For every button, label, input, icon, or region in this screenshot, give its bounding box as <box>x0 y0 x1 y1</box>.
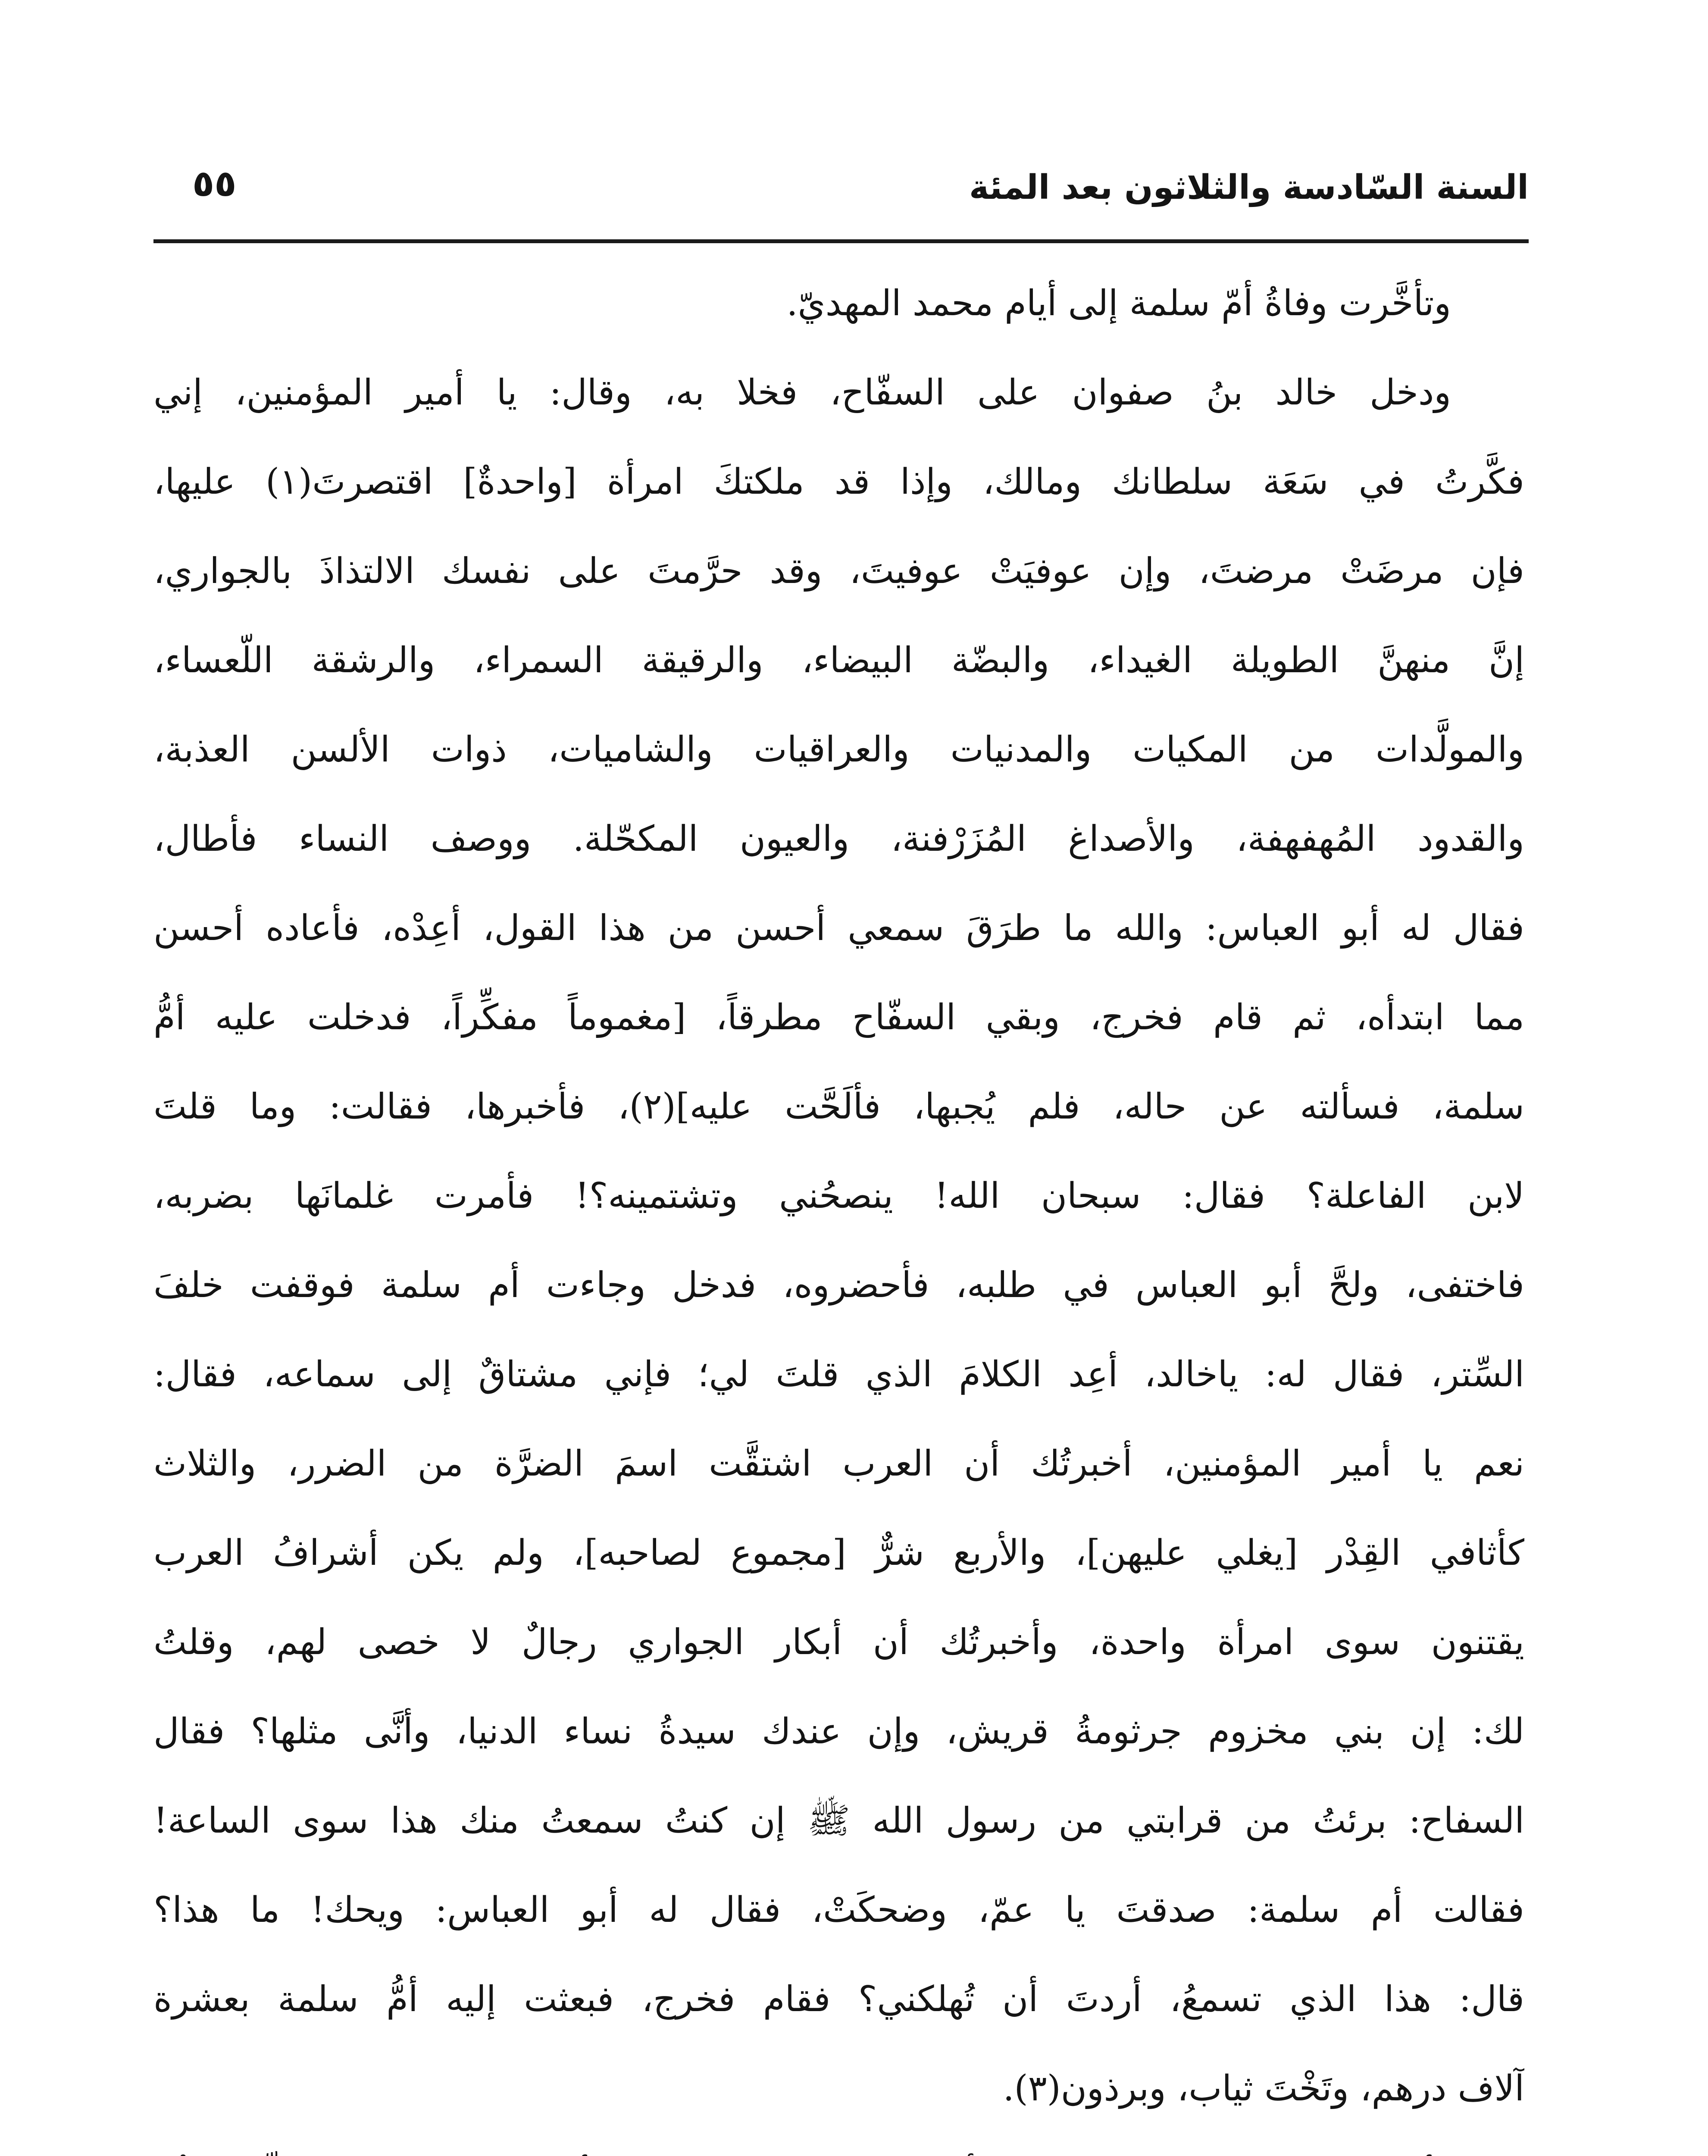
paragraph-line: والقدود المُهفهفة، والأصداغ المُزَرْفنة، والعيون المكحّلة. ووصف النساء فأطال، <box>153 818 1524 859</box>
paragraph-line: قال: هذا الذي تسمعُ، أردتَ أن تُهلكني؟ فقام فخرج، فبعثت إليه أمُّ سلمة بعشرة <box>153 1979 1524 2020</box>
paragraph-line: وتأخَّرت وفاةُ أمّ سلمة إلى أيام محمد المهديّ. <box>786 283 1451 324</box>
running-title: السنة السّادسة والثلاثون بعد المئة <box>969 168 1529 207</box>
paragraph-line: السِّتر، فقال له: ياخالد، أعِد الكلامَ الذي قلتَ لي؛ فإني مشتاقٌ إلى سماعه، فقال: <box>153 1354 1524 1395</box>
paragraph-line: فإن مرضَتْ مرضتَ، وإن عوفيَتْ عوفيتَ، وقد حرَّمتَ على نفسك الالتذاذَ بالجواري، <box>153 551 1524 592</box>
paragraph-line: والمولَّدات من المكيات والمدنيات والعراقيات والشاميات، ذوات الألسن العذبة، <box>153 729 1524 770</box>
paragraph-line <box>153 2133 1524 2156</box>
paragraph-line: فقالت أم سلمة: صدقتَ يا عمّ، وضحكَتْ، فقال له أبو العباس: ويحك! ما هذا؟ <box>153 1890 1524 1930</box>
paragraph-line: ودخل خالد بنُ صفوان على السفّاح، فخلا به، وقال: يا أمير المؤمنين، إني <box>153 372 1451 413</box>
paragraph-line: إنَّ منهنَّ الطويلة الغيداء، والبضّة البيضاء، والرقيقة السمراء، والرشقة اللّعساء، <box>153 640 1524 681</box>
paragraph-line: آلاف درهم، وتَخْتَ ثياب، وبرذون(٣). <box>1003 2068 1524 2109</box>
paragraph-line: السفاح: برئتُ من قرابتي من رسول الله ﷺ إن كنتُ سمعتُ منك هذا سوى الساعة! <box>153 1800 1524 1841</box>
paragraph-line: فقال له أبو العباس: والله ما طرَقَ سمعي أحسن من هذا القول، أعِدْه، فأعاده أحسن <box>153 908 1524 949</box>
paragraph-line: سلمة، فسألته عن حاله، فلم يُجبها، فألَحَّت عليه](٢)، فأخبرها، فقالت: وما قلتَ <box>153 1086 1524 1127</box>
body-text <box>153 259 1524 2156</box>
paragraph-line: كأثافي القِدْر [يغلي عليهن]، والأربع شرٌّ [مجموع لصاحبه]، ولم يكن أشرافُ العرب <box>153 1532 1524 1573</box>
paragraph-line: مما ابتدأه، ثم قام فخرج، وبقي السفّاح مطرقاً، [مغموماً مفكِّراً، فدخلت عليه أمُّ <box>153 997 1524 1038</box>
page-header <box>153 160 1529 224</box>
page-number: ٥٥ <box>192 162 237 204</box>
paragraph-line: نعم يا أمير المؤمنين، أخبرتُك أن العرب اشتقَّت اسمَ الضرَّة من الضرر، والثلاث <box>153 1443 1524 1484</box>
paragraph-line: فاختفى، ولحَّ أبو العباس في طلبه، فأحضروه، فدخل وجاءت أم سلمة فوقفت خلفَ <box>153 1265 1524 1306</box>
paragraph-line: لك: إن بني مخزوم جرثومةُ قريش، وإن عندك سيدةُ نساء الدنيا، وأنَّى مثلها؟ فقال <box>153 1711 1524 1752</box>
paragraph-line: يقتنون سوى امرأة واحدة، وأخبرتُك أن أبكار الجواري رجالٌ لا خصى لهم، وقلتُ <box>153 1622 1524 1663</box>
header-rule <box>153 239 1529 243</box>
paragraph-line: فكَّرتُ في سَعَة سلطانك ومالك، وإذا قد ملكتكَ امرأة [واحدةٌ] اقتصرتَ(١) عليها، <box>153 461 1524 502</box>
paragraph-line: لابن الفاعلة؟ فقال: سبحان الله! ينصحُني وتشتمينه؟! فأمرت غلمانَها بضربه، <box>153 1175 1524 1216</box>
